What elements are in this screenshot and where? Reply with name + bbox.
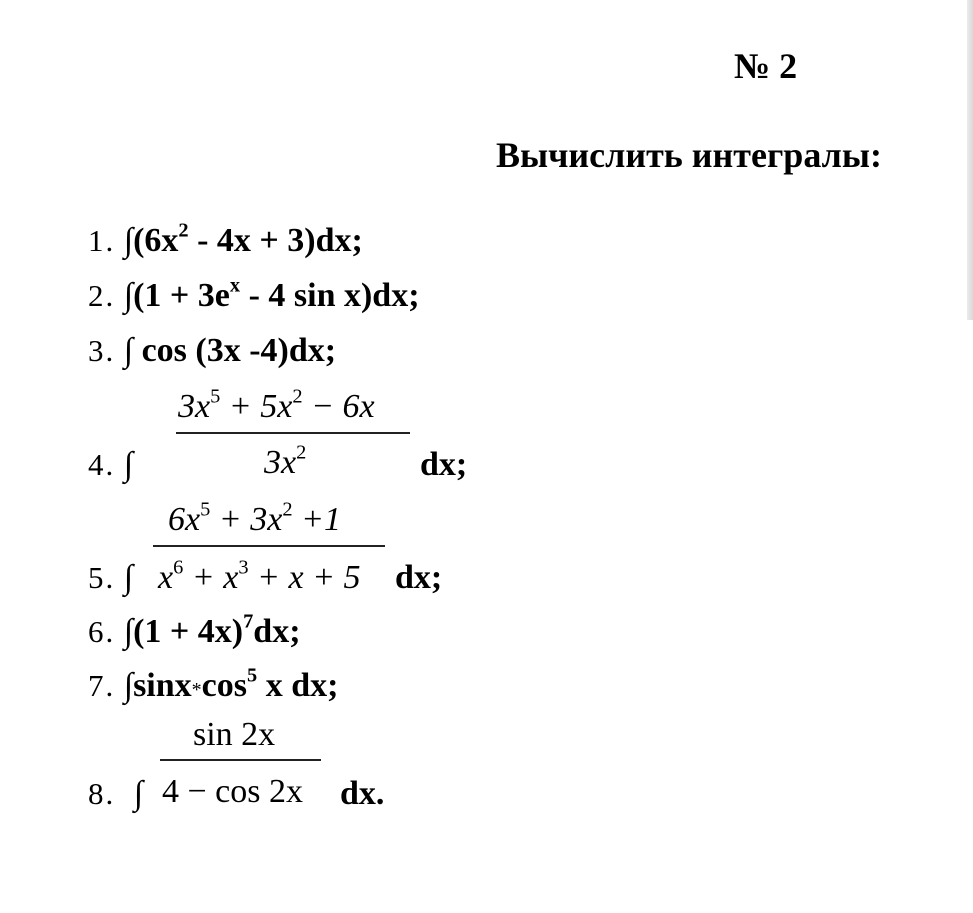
fraction-bar — [176, 432, 410, 434]
item-number: 7. — [88, 668, 116, 703]
integral-expression: ∫ cos (3x -4)dx; — [123, 332, 337, 369]
item-number: 8. — [88, 776, 116, 811]
list-item — [88, 219, 363, 260]
integral-expression: $\int\sin x*\cos^5$ x dx; — [123, 664, 339, 704]
integral-expression: $\int(1 + 3e^x - 4$ sin x)dx; — [123, 274, 420, 314]
differential: dx; — [420, 446, 468, 483]
integral-expression: $\int(6x^2 - 4x + 3)dx$; — [123, 219, 363, 259]
list-item — [88, 332, 336, 370]
item-number: 1. — [88, 223, 116, 258]
task-title: Вычислить интегралы: — [496, 135, 882, 175]
item-number-row — [88, 775, 143, 813]
item-number: 5. — [88, 560, 116, 595]
differential: dx. — [340, 775, 385, 812]
fraction-denominator: 4 − cos 2x — [162, 773, 303, 810]
problem-number: № 2 — [734, 46, 798, 86]
list-item — [88, 664, 339, 705]
item-number-row — [88, 559, 133, 597]
list-item — [88, 610, 301, 651]
fraction-numerator: $6x^5 + 3x^2 +1$ — [168, 498, 341, 538]
item-number-row — [88, 446, 133, 484]
item-number: 3. — [88, 333, 116, 368]
integral-sign: ∫ — [123, 446, 134, 483]
item-number: 4. — [88, 447, 116, 482]
integral-sign: ∫ — [133, 775, 144, 812]
fraction-bar — [160, 759, 321, 761]
item-number: 6. — [88, 614, 116, 649]
fraction-denominator: $x^6 + x^3 + x + 5$ — [158, 556, 361, 596]
differential: dx; — [395, 559, 443, 596]
fraction-denominator: $3x^2$ — [264, 441, 307, 481]
integral-expression: $\int(1 + 4x)^7dx$; — [123, 610, 301, 650]
list-item — [88, 274, 420, 315]
item-number: 2. — [88, 278, 116, 313]
page-edge — [967, 0, 973, 320]
integral-sign: ∫ — [123, 559, 134, 596]
fraction-bar — [153, 545, 385, 547]
fraction-numerator: sin 2x — [193, 716, 276, 753]
fraction-numerator: $3x^5 + 5x^2 - 6x$ — [178, 385, 375, 425]
